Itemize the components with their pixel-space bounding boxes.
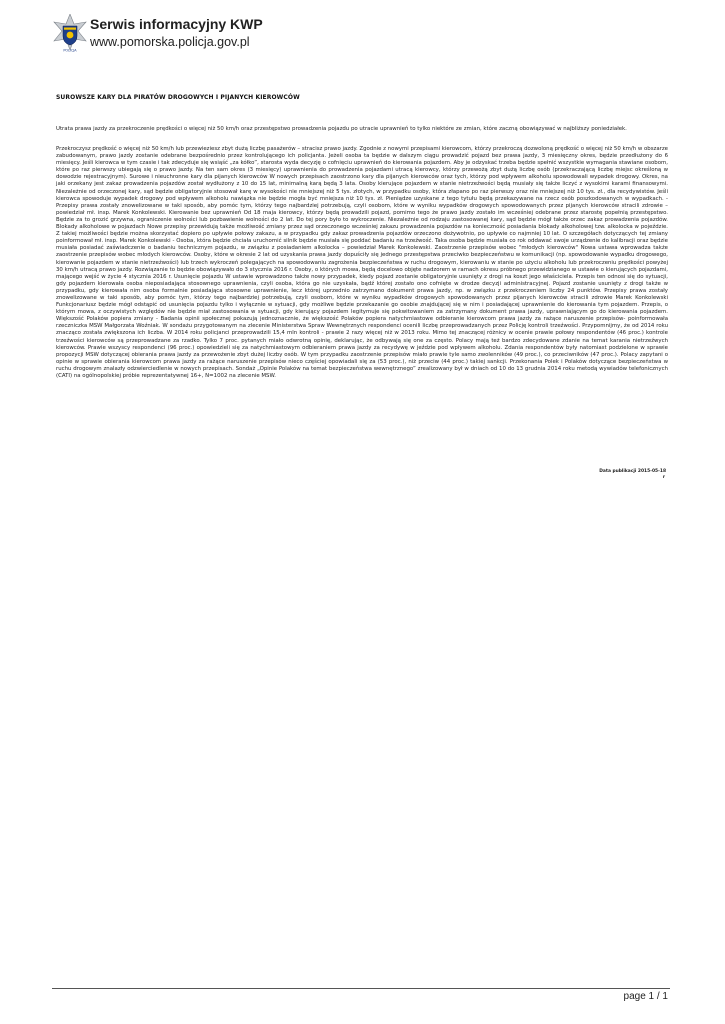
- police-star-badge-icon: [52, 14, 88, 54]
- article-body: Przekroczysz prędkość o więcej niż 50 km/h lub przewieziesz zbyt dużą liczbę pasażerów – stracisz prawo jazdy. Zgodnie z nowymi przepisami kierowcom, którzy przekroczą dozwoloną prędkość o więcej niż 50 km/h w obszarze zabudowanym, prawo jazdy zostanie odebrane bezpośrednio przez kontrolującego ich policjanta. Jeżeli osoba ta będzie w dalszym ciągu prowadzić pojazd bez prawa jazdy, 3 miesięczny okres, będzie przedłużony do 6 miesięcy. Jeśli kierowca w tym czasie i tak zdecyduje się wsiąść „za kółko”, starosta wyda decyzję o cofnięciu uprawnień do kierowania pojazdem. Aby je odzyskać trzeba będzie spełnić wszystkie wymagania stawiane osobom, które po raz pierwszy ubiegają się o prawo jazdy. Na ten sam okres (3 miesięcy) uprawnienia do prowadzenia pojazdami utracą kierowcy, którzy przewożą zbyt dużą liczbę osób (przekraczającą liczbę miejsc określoną w dowodzie rejestracyjnym). Surowe i nieuchronne kary dla pijanych kierowców W nowych przepisach zaostrzono kary dla pijanych kierowców oraz tych, którzy pod wpływem alkoholu spowodowali wypadek drogowy. Okres, na jaki orzekany jest zakaz prowadzenia pojazdów został wydłużony z 10 do 15 lat, minimalną karą będą 3 lata. Osoby kierujące pojazdem w stanie nietrzeźwości będą musiały się także liczyć z wysokimi karami finansowymi. Niezależnie od orzeczonej kary, sąd będzie obligatoryjnie stosował karę w wysokości nie mniejszej niż 5 tys. złotych, w przypadku osoby, która złapano po raz pierwszy oraz nie mniejszej niż 10 tys. zł., dla recydywistów. Jeśli kierowca spowoduje wypadek drogowy pod wpływem alkoholu nawiązka nie będzie mogła być mniejsza niż 10 tys. zł. Pieniądze uzyskane z tego tytułu będą przekazywane na rzecz osób poszkodowanych w wypadkach. - Przepisy prawa zostały znowelizowane w taki sposób, aby pomóc tym, którzy tego najbardziej potrzebują, czyli osobom, które w wyniku wypadków drogowych spowodowanych przez pijanych kierowców stracili zdrowie – powiedział mł. insp. Marek Konkolewski. Kierowanie bez uprawnień Od 18 maja kierowcy, którzy będą prowadzili pojazd, pomimo tego że prawo jazdy zostało im wcześniej odebrane przez starostę popełnią przestępstwo. Będzie za to grozić grzywna, ograniczenie wolności lub pozbawienie wolności do 2 lat. Do tej pory było to wykroczenie. Niezależnie od rodzaju zastosowanej kary, sąd będzie mógł także orzec zakaz prowadzenia pojazdów. Blokady alkoholowe w pojazdach Nowe przepisy przewidują także możliwość zmiany przez sąd orzeczonego wcześniej zakazu prowadzenia pojazdów na konieczność posiadania blokady alkoholowej tzw. alkolocka w pojeździe. Z takiej możliwości będzie można skorzystać dopiero po upływie połowy zakazu, a w przypadku gdy zakaz prowadzenia pojazdów orzeczono dożywotnio, po upływie co najmniej 10 lat. O szczegółach dotyczących tej zmiany poinformował mł. insp. Marek Konkolewski - Osoba, która będzie chciała uruchomić silnik będzie musiała się poddać badaniu na trzeźwość. Taka osoba będzie musiała co rok oddawać swoje urządzenie do kalibracji oraz będzie musiała posiadać zaświadczenie o badaniu technicznym pojazdu, w związku z posiadaniem alkolocka – powiedział Marek Konkolewski. Zaostrzenie przepisów wobec "młodych kierowców" Nowa ustawa wprowadza także zaostrzenie przepisów wobec młodych kierowców. Osoby, które w okresie 2 lat od uzyskania prawa jazdy dopuściły się jednego przestępstwa przeciwko bezpieczeństwu w komunikacji (np. spowodowanie wypadku drogowego, kierowanie pojazdem w stanie nietrzeźwości) lub trzech wykroczeń polegających na spowodowaniu zagrożenia bezpieczeństwa w ruchu drogowym, kierowaniu w stanie po użyciu alkoholu lub przekroczeniu prędkości powyżej 30 km/h utracą prawo jazdy. Rozwiązanie to będzie obowiązywało do 3 stycznia 2016 r. Osoby, o których mowa, będą docelowo objęte nadzorem w ramach okresu próbnego przewidzianego w ustawie o kierujących pojazdami, mającego wejść w życie 4 stycznia 2016 r. Usunięcie pojazdu W ustawie wprowadzono także nowy przypadek, kiedy pojazd zostanie obligatoryjnie usunięty z drogi na koszt jego właściciela. Przepis ten odnosi się do sytuacji, gdy pojazdem kierowała osoba nieposiadająca stosownego uprawnienia, czyli osoba, która go nie uzyskała, bądź której zostało ono cofnięte w drodze decyzji administracyjnej. Pojazd zostanie usunięty z drogi także w przypadku, gdy kierowała nim osoba formalnie posiadająca stosowne uprawnienie, lecz której uprzednio zatrzymano dokument prawa jazdy, np. w związku z przekroczeniem liczby 24 punktów. Przepisy prawa zostały znowelizowane w taki sposób, aby pomóc tym, którzy tego najbardziej potrzebują, czyli osobom, które w wyniku wypadków drogowych spowodowanych przez pijanych kierowców stracili zdrowie Marek Konkolewski Funkcjonariusz będzie mógł odstąpić od usunięcia pojazdu tylko i wyłącznie w sytuacji, gdy możliwe będzie przekazanie go osobie znajdującej się w nim i posiadającej uprawnienie do kierowania tym pojazdem. Przepis, o którym mowa, z oczywistych względów nie będzie miał zastosowania w sytuacji, gdy kierujący pojazdem legitymuje się pokwitowaniem za zatrzymany dokument prawa jazdy, uprawniającym go do kierowania pojazdem. Większość Polaków popiera zmiany - Badania opinii społecznej pokazują jednoznacznie, że większość Polaków popiera natychmiastowe odbieranie kierowcom prawa jazdy za rażące naruszenie przepisów- poinformowała rzeczniczka MSW Małgorzata Woźniak. W sondażu przygotowanym na zlecenie Ministerstwa Spraw Wewnętrznych respondenci ocenili liczbę przeprowadzanych przez Policję kontroli trzeźwości. Przypomnijmy, że od 2014 roku znacząco została zwiększona ich liczba. W 2014 roku policjanci przeprowadzili 15,4 mln kontroli - prawie 2 razy więcej niż w 2013 roku. Mimo tej znaczącej różnicy w ocenie prawie połowy respondentów (46 proc.) kontrole trzeźwości kierowców są przeprowadzane za rzadko. Tylko 7 proc. pytanych miało odwrotną opinię, deklarując, że odbywają się one za często. Polacy mają też bardzo zdecydowane zdanie na temat karania nietrzeźwych kierowców. Prawie wszyscy respondenci (96 proc.) opowiedzieli się za natychmiastowym odbieraniem prawa jazdy za recydywę w jeździe pod wpływem alkoholu. Zdania respondentów były natomiast podzielone w sprawie propozycji MSW dotyczącej obierania prawa jazdy za przewożenie zbyt dużej liczby osób. W tym przypadku zaostrzenie przepisów miało prawie tyle samo zwolenników (49 proc.), co przeciwników (47 proc.). Polacy zapytani o opinie w sprawie obierania kierowcom prawa jazdy za rażące naruszenie przepisów nieco częściej opowiadali się za (53 proc.), niż przeciw (44 proc.) takiej sankcji. Przekonania Polek i Polaków dotyczące bezpieczeństwa w ruchu drogowym znalazły odzwierciedlenie w nowych przepisach. Sondaż „Opinie Polaków na temat bezpieczeństwa wewnętrznego” zrealizowany był w dniach od 10 do 13 grudnia 2014 roku metodą wywiadów telefonicznych (CATI) na ogólnopolskiej próbie reprezentatywnej 16+, N=1002 na zlecenie MSW.: [56, 146, 668, 379]
- article-lead: Utrata prawa jazdy za przekroczenie prędkości o więcej niż 50 km/h oraz przestępstwo prowadzenia pojazdu po utracie uprawnień to tylko niektóre ze zmian, które zaczną obowiązywać w najbliższy poniedziałek.: [56, 126, 627, 132]
- publication-date: Data publikacji 2015-05-18: [599, 469, 666, 474]
- site-url[interactable]: www.pomorska.policja.gov.pl: [90, 35, 250, 49]
- site-title: Serwis informacyjny KWP: [90, 16, 263, 32]
- footer-divider: [52, 988, 670, 989]
- publication-date-suffix: r: [662, 475, 665, 480]
- site-header: [52, 14, 672, 60]
- page-number: page 1 / 1: [623, 991, 668, 1002]
- article-title: SUROWSZE KARY DLA PIRATÓW DROGOWYCH I PIJANYCH KIEROWCÓW: [56, 94, 300, 101]
- svg-text:POLICJA: POLICJA: [63, 48, 77, 53]
